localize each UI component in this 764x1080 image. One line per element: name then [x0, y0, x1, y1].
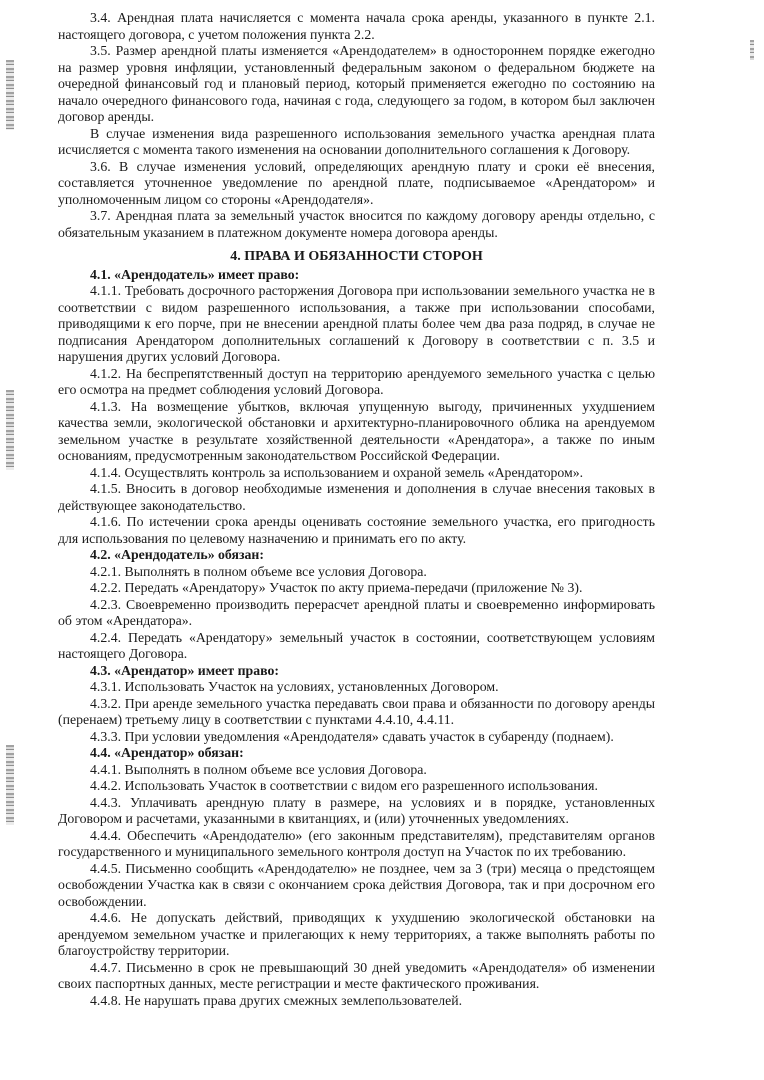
document-page	[58, 10, 655, 1009]
paragraph-4-2-2: 4.2.2. Передать «Арендатору» Участок по акту приема-передачи (приложение № 3).	[90, 580, 583, 595]
scan-binding-mark	[6, 60, 14, 130]
paragraph-4-4-6: 4.4.6. Не допускать действий, приводящих к ухудшению экологической обстановки на арендуемом земельном участке и прилегающих к нему территориях, а также выполнять работы по благоустройству территории.	[58, 910, 655, 958]
scan-binding-mark	[6, 745, 14, 825]
paragraph-4-2-1: 4.2.1. Выполнять в полном объеме все условия Договора.	[90, 563, 427, 579]
paragraph-4-4-2: 4.4.2. Использовать Участок в соответствии с видом его разрешенного использования.	[90, 778, 598, 793]
paragraph-4-3-3: 4.3.3. При условии уведомления «Арендодателя» сдавать участок в субаренду (поднаем).	[90, 728, 614, 744]
scan-binding-mark	[6, 390, 14, 470]
paragraph-4-4-1: 4.4.1. Выполнять в полном объеме все условия Договора.	[90, 761, 427, 777]
subsection-4-1-title: 4.1. «Арендодатель» имеет право:	[90, 266, 300, 282]
paragraph-4-4-7: 4.4.7. Письменно в срок не превышающий 30 дней уведомить «Арендодателя» об изменении своих паспортных данных, месте регистрации и месте фактического проживания.	[58, 959, 655, 991]
paragraph-4-1-3: 4.1.3. На возмещение убытков, включая упущенную выгоду, причиненных ухудшением качества земли, экологической обстановки и архитектурно-планировочного облика на арендуемом земельном участке в результате хозяйственной деятельности «Арендатора», а также по иным основаниям, предусмотренным законодательством Российской Федерации.	[58, 398, 655, 463]
subsection-4-3-title: 4.3. «Арендатор» имеет право:	[90, 662, 279, 678]
paragraph-3-4: 3.4. Арендная плата начисляется с момента начала срока аренды, указанного в пункте 2.1. настоящего договора, с учетом положения пункта 2.2.	[58, 10, 655, 42]
paragraph-4-2-4: 4.2.4. Передать «Арендатору» земельный участок в состоянии, соответствующем условиям настоящего Договора.	[58, 629, 655, 661]
paragraph-4-1-2: 4.1.2. На беспрепятственный доступ на территорию арендуемого земельного участка с целью его осмотра на предмет соблюдения условий Договора.	[58, 365, 655, 397]
scan-edge-mark	[750, 40, 754, 60]
paragraph-4-3-2: 4.3.2. При аренде земельного участка передавать свои права и обязанности по договору аренды (перенаем) третьему лицу в соответствии с пунктами 4.4.10, 4.4.11.	[58, 695, 655, 727]
subsection-4-2-title: 4.2. «Арендодатель» обязан:	[90, 547, 264, 562]
paragraph-4-1-6: 4.1.6. По истечении срока аренды оценивать состояние земельного участка, его пригодность для использования по целевому назначению и принимать его по акту.	[58, 514, 655, 546]
section-title: 4. ПРАВА И ОБЯЗАННОСТИ СТОРОН	[230, 249, 483, 264]
paragraph-4-1-1: 4.1.1. Требовать досрочного расторжения Договора при использовании земельного участка не в соответствии с видом разрешенного использования, а также при использовании способами, приводящими к его порче, при не внесении арендной платы более чем два раза подряд, в случае не подписания Арендатором дополнительных соглашений к Договору в соответствии с п. 3.5 и нарушения других условий Договора.	[58, 283, 655, 364]
paragraph-4-3-1: 4.3.1. Использовать Участок на условиях, установленных Договором.	[90, 679, 499, 694]
paragraph-4-1-4: 4.1.4. Осуществлять контроль за использованием и охраной земель «Арендатором».	[90, 464, 584, 480]
subsection-4-4-title: 4.4. «Арендатор» обязан:	[90, 745, 244, 760]
paragraph-3-5-note: В случае изменения вида разрешенного использования земельного участка арендная плата исчисляется с момента такого изменения на основании дополнительного соглашения к Договору.	[58, 125, 655, 157]
paragraph-4-1-5: 4.1.5. Вносить в договор необходимые изменения и дополнения в случае внесения таковых в действующее законодательство.	[58, 481, 655, 513]
paragraph-4-4-8: 4.4.8. Не нарушать права других смежных землепользователей.	[90, 992, 463, 1008]
paragraph-3-7: 3.7. Арендная плата за земельный участок вносится по каждому договору аренды отдельно, с обязательным указанием в платежном документе номера договора аренды.	[58, 208, 655, 240]
paragraph-4-4-4: 4.4.4. Обеспечить «Арендодателю» (его законным представителям), представителям органов государственного и муниципального земельного контроля доступ на Участок по их требованию.	[58, 827, 655, 859]
paragraph-4-2-3: 4.2.3. Своевременно производить перерасчет арендной платы и своевременно информировать об этом «Арендатора».	[58, 596, 655, 628]
paragraph-4-4-3: 4.4.3. Уплачивать арендную плату в размере, на условиях и в порядке, установленных Договором и расчетами, указанными в квитанциях, и (или) уточненных уведомлениях.	[58, 794, 655, 826]
paragraph-4-4-5: 4.4.5. Письменно сообщить «Арендодателю» не позднее, чем за 3 (три) месяца о предстоящем освобождении Участка как в связи с окончанием срока действия Договора, так и при досрочном его освобождении.	[58, 860, 655, 909]
paragraph-3-6: 3.6. В случае изменения условий, определяющих арендную плату и сроки её внесения, составляется уточненное уведомление по арендной плате, подписываемое «Арендатором» и уполномоченным лицом со стороны «Арендодателя».	[58, 158, 655, 207]
paragraph-3-5: 3.5. Размер арендной платы изменяется «Арендодателем» в одностороннем порядке ежегодно на размер уровня инфляции, установленный федеральным законом о федеральном бюджете на очередной финансовый год и плановый период, который применяется ежегодно по состоянию на начало очередного финансового года, начиная с года, следующего за годом, в котором был заключен договор аренды.	[58, 43, 655, 124]
